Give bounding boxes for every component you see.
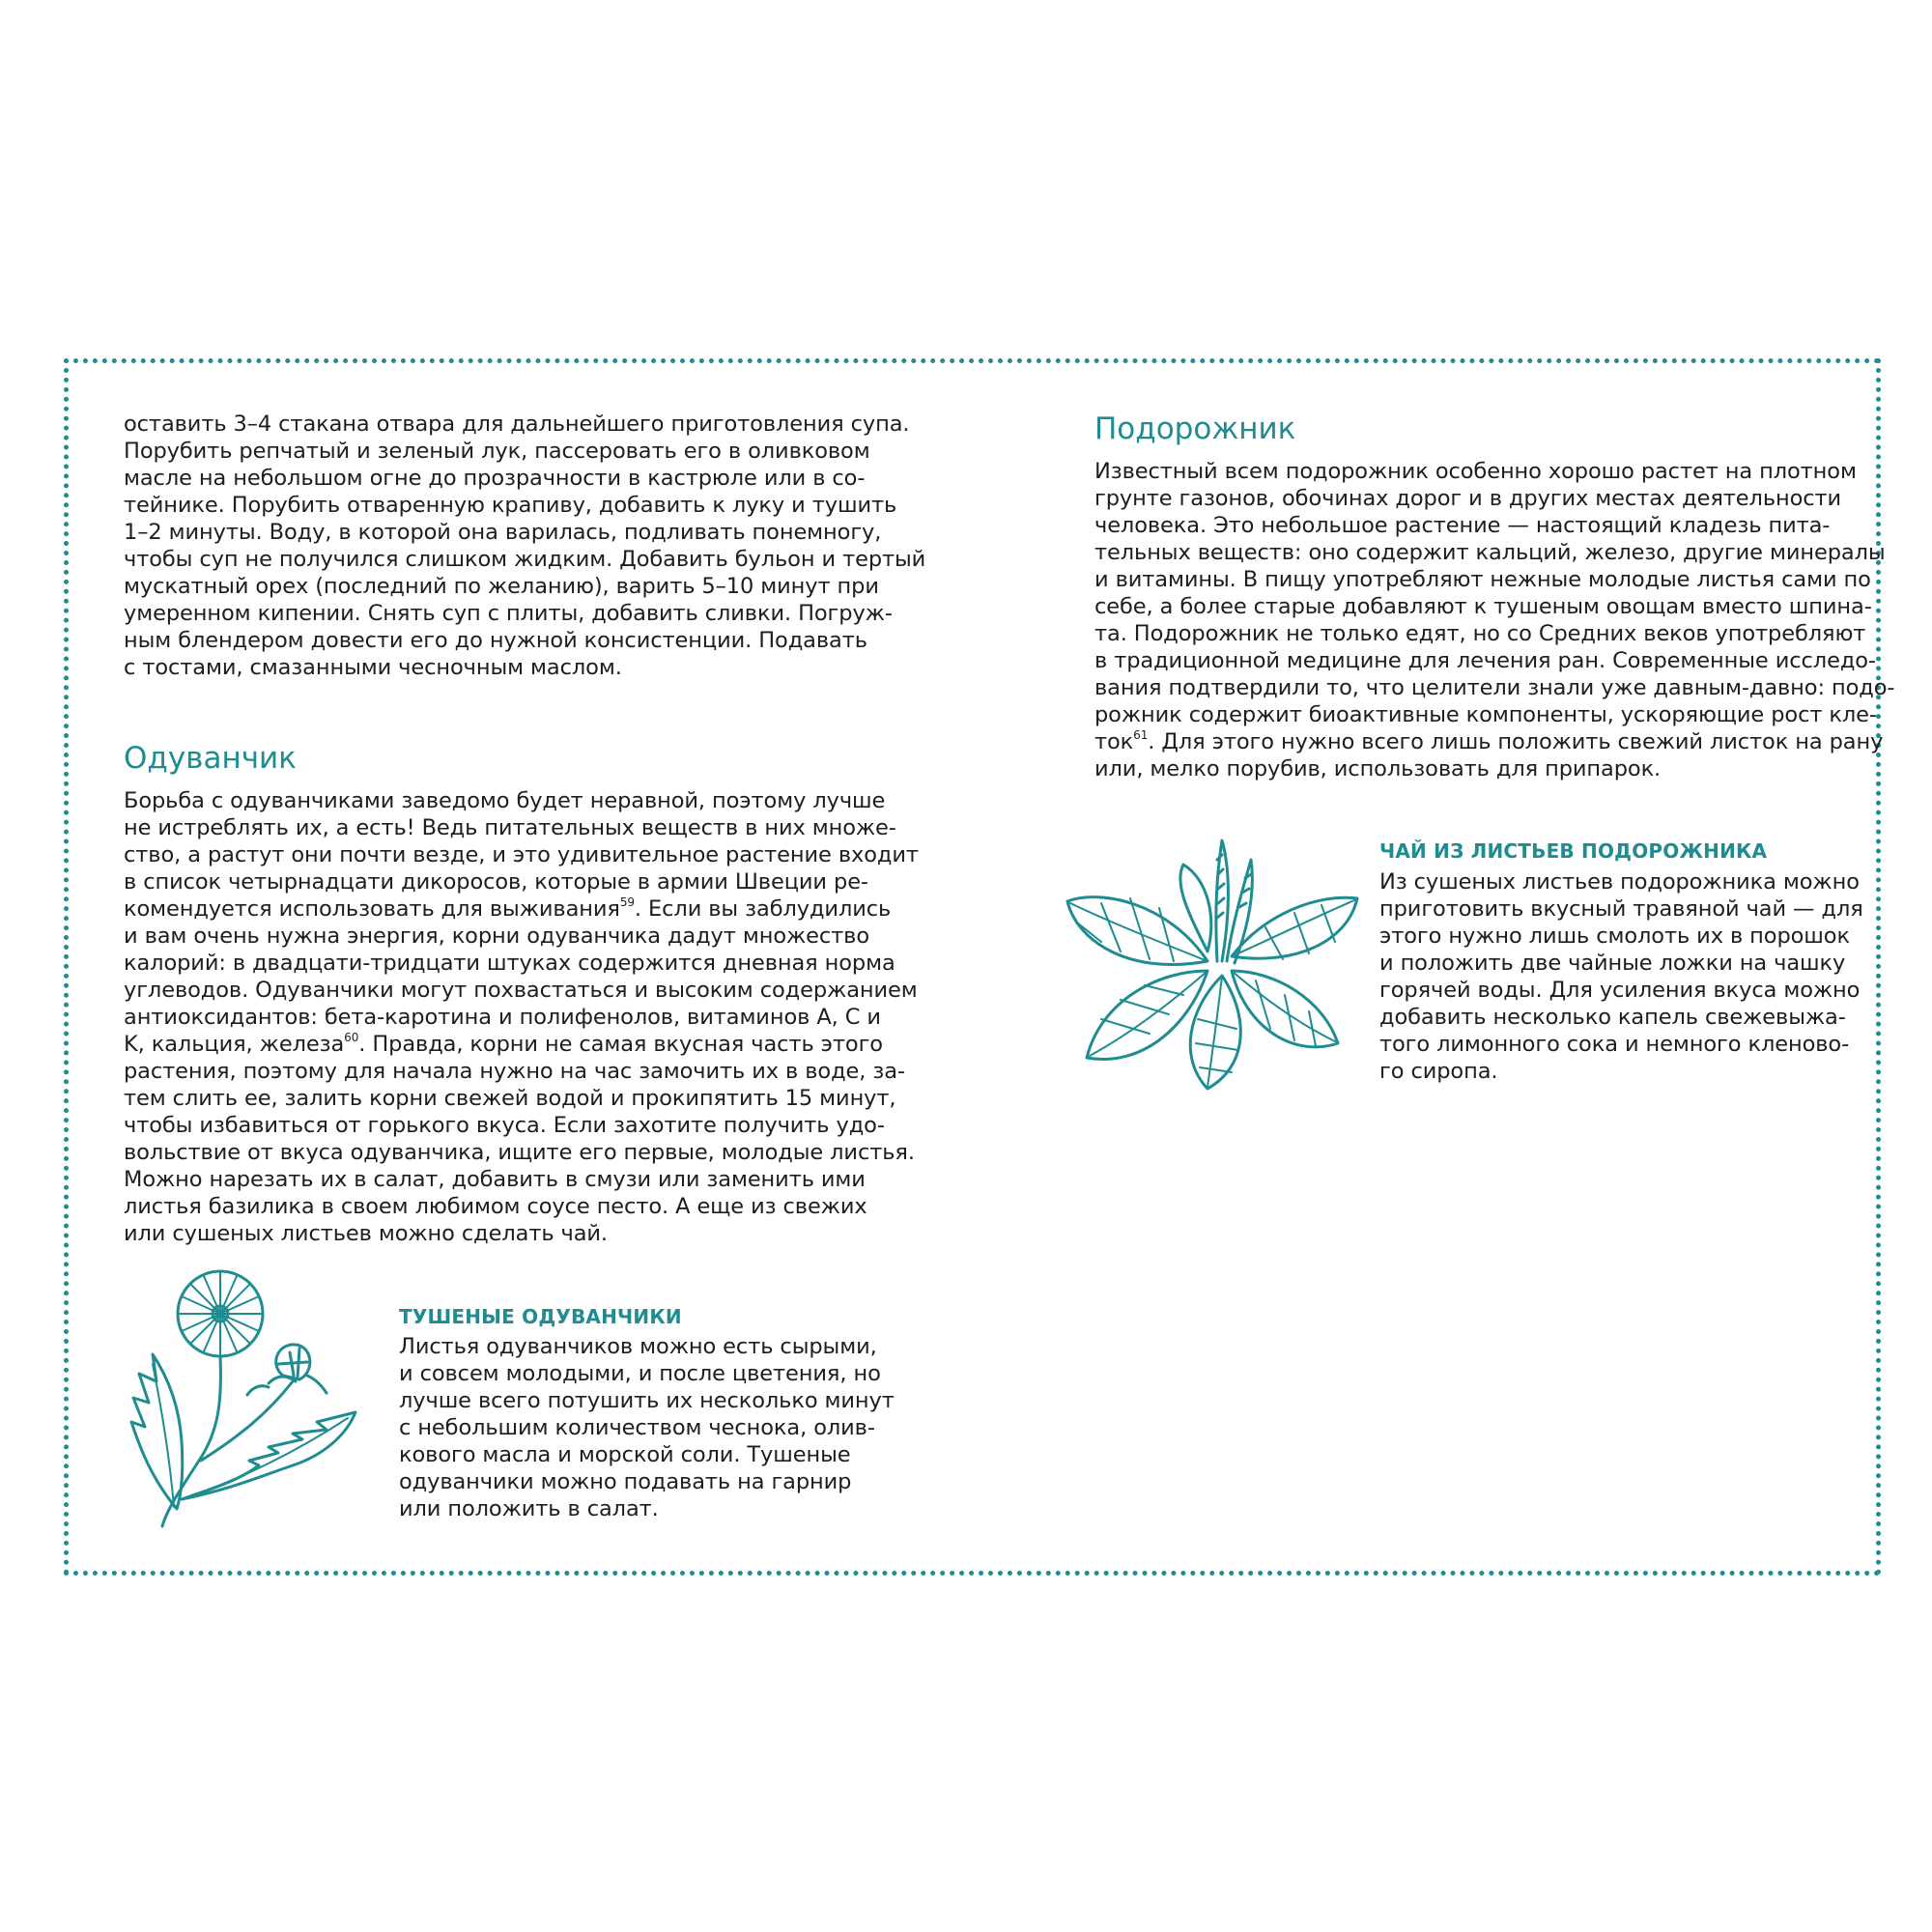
text-line: в список четырнадцати дикоросов, которые в армии Швеции ре- (124, 869, 868, 895)
text-line: горячей воды. Для усиления вкуса можно (1379, 978, 1861, 1003)
text-line: или положить в салат. (399, 1496, 659, 1521)
text-line: 1–2 минуты. Воду, в которой она варилась, подливать понемногу, (124, 520, 882, 545)
text-line: грунте газонов, обочинах дорог и в других местах деятельности (1094, 486, 1842, 511)
footnote-ref: 60 (344, 1031, 359, 1044)
intro-paragraph (124, 411, 925, 681)
text-line: тейнике. Порубить отваренную крапиву, добавить к луку и тушить (124, 493, 897, 518)
text-line: Можно нарезать их в салат, добавить в смузи или заменить ими (124, 1167, 866, 1192)
text-line: Порубить репчатый и зеленый лук, пассеровать его в оливковом (124, 439, 870, 464)
dandelion-illustration (124, 1267, 365, 1533)
dandelion-flower (178, 1271, 263, 1356)
text-fragment: комендуется использовать для выживания (124, 896, 620, 922)
footnote-ref: 59 (619, 895, 635, 909)
text-line: и совсем молодыми, и после цветения, но (399, 1361, 881, 1386)
text-line: или, мелко порубив, использовать для припарок. (1094, 756, 1662, 781)
text-line (1094, 728, 1894, 755)
text-line: Листья одуванчиков можно есть сырыми, (399, 1334, 877, 1359)
text-line: углеводов. Одуванчики могут похвастаться и высоким содержанием (124, 978, 918, 1003)
text-fragment: K, кальция, железа (124, 1032, 345, 1057)
text-line: человека. Это небольшое растение — настоящий кладезь пита- (1094, 513, 1831, 538)
plantain-recipe-text (1379, 868, 1863, 1085)
text-line: с небольшим количеством чеснока, олив- (399, 1415, 875, 1440)
text-line: ным блендером довести его до нужной консистенции. Подавать (124, 628, 867, 653)
plantain-illustration (1063, 836, 1362, 1092)
text-line: чтобы избавиться от горького вкуса. Если захотите получить удо- (124, 1113, 885, 1138)
text-line: или сушеных листьев можно сделать чай. (124, 1221, 608, 1246)
text-line: в традиционной медицине для лечения ран. Современные исследо- (1094, 648, 1876, 673)
text-fragment: . Если вы заблудились (634, 896, 892, 922)
text-fragment: . Для этого нужно всего лишь положить свежий листок на рану (1148, 729, 1884, 754)
text-line: приготовить вкусный травяной чай — для (1379, 896, 1863, 922)
text-line: вольствие от вкуса одуванчика, ищите его первые, молодые листья. (124, 1140, 915, 1165)
text-line: та. Подорожник не только едят, но со Средних веков употребляют (1094, 621, 1866, 646)
dandelion-recipe-title: ТУШЕНЫЕ ОДУВАНЧИКИ (399, 1305, 682, 1328)
text-line: умеренном кипении. Снять суп с плиты, добавить сливки. Погруж- (124, 601, 893, 626)
text-line: го сиропа. (1379, 1059, 1498, 1084)
text-line: кового масла и морской соли. Тушеные (399, 1442, 851, 1467)
plantain-heading: Подорожник (1094, 412, 1296, 446)
plantain-paragraph (1094, 458, 1894, 782)
text-line: себе, а более старые добавляют к тушеным овощам вместо шпина- (1094, 594, 1872, 619)
plantain-leaves (1067, 865, 1357, 1089)
dandelion-paragraph (124, 787, 919, 1247)
text-line: этого нужно лишь смолоть их в порошок (1379, 923, 1850, 949)
text-fragment: . Правда, корни не самая вкусная часть этого (358, 1032, 883, 1057)
text-line: и вам очень нужна энергия, корни одуванчика дадут множество (124, 923, 869, 949)
plantain-spikes (1216, 840, 1252, 963)
text-line: не истреблять их, а есть! Ведь питательных веществ в них множе- (124, 815, 896, 840)
text-line: рожник содержит биоактивные компоненты, ускоряющие рост кле- (1094, 702, 1877, 727)
text-line: тем слить ее, залить корни свежей водой и прокипятить 15 минут, (124, 1086, 896, 1111)
text-line: с тостами, смазанными чесночным маслом. (124, 655, 622, 680)
text-line: Известный всем подорожник особенно хорошо растет на плотном (1094, 459, 1857, 484)
text-line: антиоксидантов: бета-каротина и полифенолов, витаминов A, C и (124, 1005, 881, 1030)
text-line (124, 1031, 919, 1058)
text-line: того лимонного сока и немного кленово- (1379, 1032, 1850, 1057)
text-line: добавить несколько капель свежевыжа- (1379, 1005, 1846, 1030)
text-line: тельных веществ: оно содержит кальций, железо, другие минералы (1094, 540, 1886, 565)
text-line: мускатный орех (последний по желанию), варить 5–10 минут при (124, 574, 879, 599)
dandelion-recipe-text (399, 1333, 895, 1522)
text-line: чтобы суп не получился слишком жидким. Добавить бульон и тертый (124, 547, 926, 572)
text-line: Борьба с одуванчиками заведомо будет неравной, поэтому лучше (124, 788, 886, 813)
text-line: растения, поэтому для начала нужно на час замочить их в воде, за- (124, 1059, 905, 1084)
footnote-ref: 61 (1133, 728, 1149, 742)
text-line: масле на небольшом огне до прозрачности в кастрюле или в со- (124, 466, 866, 491)
text-line: Из сушеных листьев подорожника можно (1379, 869, 1860, 895)
text-line: и витамины. В пищу употребляют нежные молодые листья сами по (1094, 567, 1871, 592)
plantain-recipe-title: ЧАЙ ИЗ ЛИСТЬЕВ ПОДОРОЖНИКА (1379, 839, 1768, 863)
text-line: оставить 3–4 стакана отвара для дальнейшего приготовления супа. (124, 412, 910, 437)
text-line: калорий: в двадцати-тридцати штуках содержится дневная норма (124, 951, 895, 976)
text-line: ство, а растут они почти везде, и это удивительное растение входит (124, 842, 919, 867)
text-line: вания подтвердили то, что целители знали уже давным-давно: подо- (1094, 675, 1895, 700)
dandelion-heading: Одуванчик (124, 741, 297, 776)
text-fragment: ток (1094, 729, 1134, 754)
text-line: и положить две чайные ложки на чашку (1379, 951, 1846, 976)
text-line: лучше всего потушить их несколько минут (399, 1388, 895, 1413)
text-line: одуванчики можно подавать на гарнир (399, 1469, 852, 1494)
text-line: листья базилика в своем любимом соусе песто. А еще из свежих (124, 1194, 867, 1219)
text-line (124, 895, 919, 923)
